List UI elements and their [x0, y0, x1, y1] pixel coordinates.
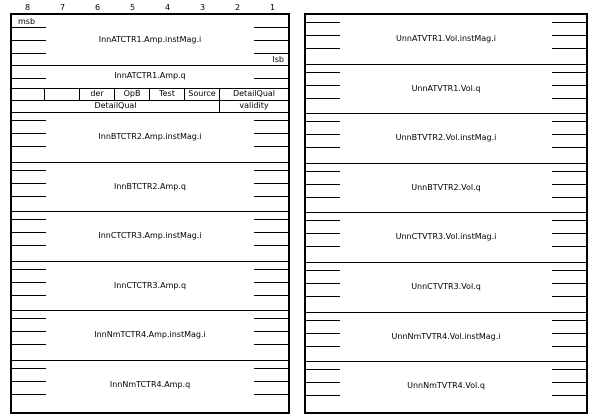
tick-mark — [12, 245, 46, 246]
bit-number-3: 3 — [199, 3, 206, 12]
block-label: UnnATVTR1.Vol.q — [411, 83, 481, 93]
quality-cell-opb: OpB — [115, 89, 150, 100]
tick-mark — [12, 120, 46, 121]
tick-mark — [254, 219, 288, 220]
left-frame-block — [12, 113, 288, 163]
tick-mark — [552, 72, 586, 73]
left-frame-block — [12, 311, 288, 361]
block-label: InnNmTCTR4.Amp.q — [109, 379, 191, 389]
block-label: UnnBTVTR2.Vol.instMag.i — [395, 133, 497, 143]
tick-mark — [306, 171, 340, 172]
tick-mark — [306, 48, 340, 49]
quality-cell-bit8 — [12, 89, 45, 100]
block-label: UnnATVTR1.Vol.instMag.i — [395, 34, 497, 43]
block-label: UnnCTVTR3.Vol.q — [411, 282, 481, 291]
tick-mark — [254, 146, 288, 147]
block-label: InnBTCTR2.Amp.q — [113, 181, 187, 191]
left-frame-block — [12, 262, 288, 312]
tick-mark — [306, 98, 340, 99]
quality-cell-source: Source — [185, 89, 220, 100]
tick-mark — [254, 245, 288, 246]
current-frame-panel — [10, 13, 290, 414]
block-label: UnnCTVTR3.Vol.instMag.i — [395, 232, 497, 242]
right-frame-block — [306, 263, 586, 313]
tick-mark — [12, 40, 46, 41]
tick-mark — [12, 344, 46, 345]
block-label: InnATCTR1.Amp.q — [114, 71, 186, 80]
tick-mark — [254, 394, 288, 395]
tick-mark — [306, 270, 340, 271]
tick-mark — [12, 196, 46, 197]
tick-mark — [254, 120, 288, 121]
tick-mark — [254, 53, 288, 54]
frame-block-InnATCTR1-instMag — [12, 15, 288, 67]
tick-mark — [12, 318, 46, 319]
tick-mark — [306, 246, 340, 247]
tick-mark — [306, 346, 340, 347]
block-label: UnnBTVTR2.Vol.q — [411, 182, 481, 192]
bit-number-8: 8 — [24, 3, 31, 12]
quality-cell-validity: validity — [239, 101, 269, 110]
tick-mark — [552, 395, 586, 396]
tick-mark — [12, 269, 46, 270]
tick-mark — [306, 147, 340, 148]
tick-mark — [12, 295, 46, 296]
tick-mark — [12, 78, 46, 79]
voltage-frame-panel — [304, 13, 588, 414]
tick-mark — [552, 171, 586, 172]
quality-cell-der: der — [80, 89, 115, 100]
right-frame-block — [306, 65, 586, 115]
tick-mark — [552, 197, 586, 198]
tick-mark — [306, 197, 340, 198]
tick-mark — [552, 98, 586, 99]
tick-mark — [254, 295, 288, 296]
right-frame-block — [306, 164, 586, 214]
left-frame-block — [12, 163, 288, 213]
tick-mark — [254, 318, 288, 319]
bit-number-1: 1 — [269, 3, 276, 12]
block-label: InnCTCTR3.Amp.q — [113, 280, 187, 290]
quality-cell-detailqual: DetailQual — [232, 89, 276, 98]
tick-mark — [254, 344, 288, 345]
block-label: InnNmTCTR4.Amp.instMag.i — [94, 330, 206, 339]
tick-mark — [552, 320, 586, 321]
bit-number-5: 5 — [129, 3, 136, 12]
tick-mark — [552, 369, 586, 370]
tick-mark — [306, 220, 340, 221]
bit-number-4: 4 — [164, 3, 171, 12]
tick-mark — [254, 368, 288, 369]
tick-mark — [552, 270, 586, 271]
tick-mark — [306, 296, 340, 297]
right-frame-block — [306, 362, 586, 412]
tick-mark — [12, 219, 46, 220]
tick-mark — [12, 394, 46, 395]
quality-bits-row-2 — [12, 101, 288, 112]
block-label: InnBTCTR2.Amp.instMag.i — [98, 132, 202, 141]
bit-number-7: 7 — [59, 3, 66, 12]
quality-cell-bit7 — [45, 89, 80, 100]
tick-mark — [12, 53, 46, 54]
tick-mark — [552, 147, 586, 148]
tick-mark — [552, 48, 586, 49]
tick-mark — [254, 170, 288, 171]
bit-number-6: 6 — [94, 3, 101, 12]
tick-mark — [552, 296, 586, 297]
right-frame-block — [306, 114, 586, 164]
tick-mark — [552, 246, 586, 247]
quality-cell-detailqual-2: DetailQual — [12, 101, 220, 112]
tick-mark — [306, 395, 340, 396]
tick-mark — [12, 170, 46, 171]
tick-mark — [306, 72, 340, 73]
tick-mark — [306, 121, 340, 122]
block-label: UnnNmTVTR4.Vol.instMag.i — [391, 331, 501, 341]
bit-number-header — [10, 0, 292, 14]
left-frame-block — [12, 361, 288, 411]
bit-number-2: 2 — [234, 3, 241, 12]
msb-label: msb — [18, 17, 36, 26]
lsb-label: lsb — [272, 55, 284, 64]
tick-mark — [552, 22, 586, 23]
tick-mark — [254, 27, 288, 28]
right-frame-block — [306, 15, 586, 65]
tick-mark — [254, 40, 288, 41]
right-frame-block — [306, 213, 586, 263]
tick-mark — [254, 196, 288, 197]
quality-bits-row-1 — [12, 89, 288, 100]
tick-mark — [12, 146, 46, 147]
tick-mark — [552, 346, 586, 347]
tick-mark — [254, 269, 288, 270]
tick-mark — [306, 320, 340, 321]
tick-mark — [254, 78, 288, 79]
block-label: UnnNmTVTR4.Vol.q — [407, 381, 485, 391]
tick-mark — [552, 121, 586, 122]
tick-mark — [306, 22, 340, 23]
block-label: InnATCTR1.Amp.instMag.i — [98, 35, 202, 44]
tick-mark — [306, 369, 340, 370]
quality-cell-test: Test — [150, 89, 185, 100]
tick-mark — [552, 220, 586, 221]
tick-mark — [12, 27, 46, 28]
tick-mark — [12, 368, 46, 369]
left-frame-block — [12, 212, 288, 262]
right-frame-block — [306, 313, 586, 363]
block-label: InnCTCTR3.Amp.instMag.i — [98, 231, 202, 240]
